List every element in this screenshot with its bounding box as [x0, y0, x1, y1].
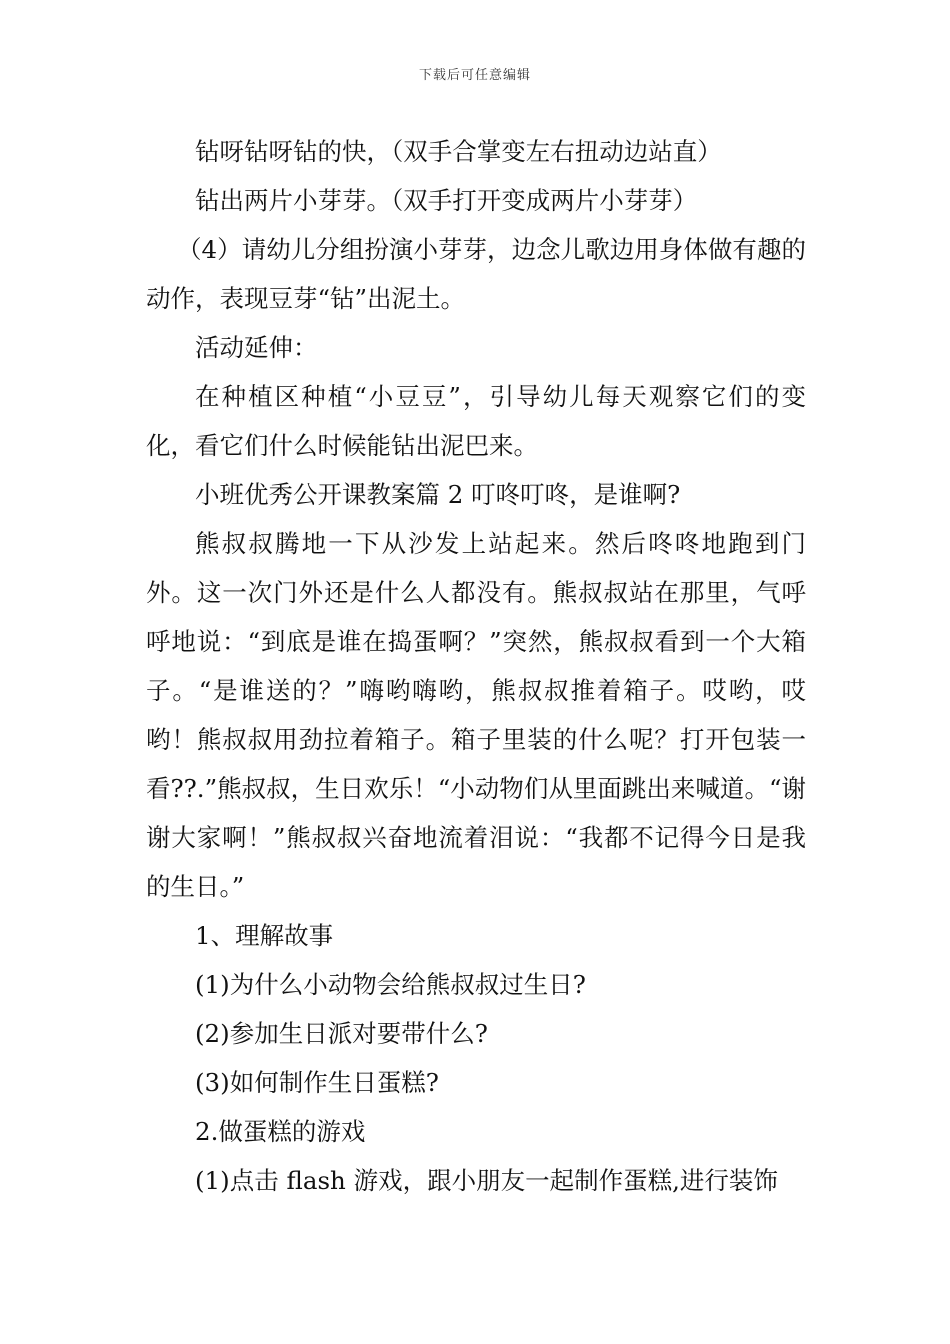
document-body: [146, 127, 806, 1205]
paragraph-game-step-1: (1)点击 flash 游戏，跟小朋友一起制作蛋糕,进行装饰: [195, 1166, 778, 1195]
paragraph-question-3: (3)如何制作生日蛋糕?: [195, 1068, 439, 1097]
paragraph-section-1-heading: 1、理解故事: [195, 921, 334, 950]
paragraph-rhyme-line-1: 钻呀钻呀钻的快，（双手合掌变左右扭动边站直）: [195, 137, 722, 166]
paragraph-question-1: (1)为什么小动物会给熊叔叔过生日?: [195, 970, 586, 999]
paragraph-extension-body: 在种植区种植“小豆豆”，引导幼儿每天观察它们的变化，看它们什么时候能钻出泥巴来。: [146, 382, 806, 460]
paragraph-extension-heading: 活动延伸：: [195, 333, 318, 362]
paragraph-section-2-heading: 2.做蛋糕的游戏: [195, 1117, 366, 1146]
paragraph-story: 熊叔叔腾地一下从沙发上站起来。然后咚咚地跑到门外。这一次门外还是什么人都没有。熊叔叔站在那里，气呼呼地说：“到底是谁在捣蛋啊？”突然，熊叔叔看到一个大箱子。“是谁送的？”嗨哟嗨哟，熊叔叔推着箱子。哎哟，哎哟！熊叔叔用劲拉着箱子。箱子里装的什么呢？打开包装一看??.”熊叔叔，生日欢乐！“小动物们从里面跳出来喊道。“谢谢大家啊！”熊叔叔兴奋地流着泪说：“我都不记得今日是我的生日。”: [146, 529, 806, 901]
paragraph-question-2: (2)参加生日派对要带什么?: [195, 1019, 488, 1048]
paragraph-lesson-2-title: 小班优秀公开课教案篇 2 叮咚叮咚，是谁啊?: [195, 480, 681, 509]
paragraph-step-4: （4）请幼儿分组扮演小芽芽，边念儿歌边用身体做有趣的动作，表现豆芽“钻”出泥土。: [146, 235, 806, 313]
paragraph-rhyme-line-2: 钻出两片小芽芽。（双手打开变成两片小芽芽）: [195, 186, 698, 215]
page-header: 下载后可任意编辑: [418, 68, 531, 83]
